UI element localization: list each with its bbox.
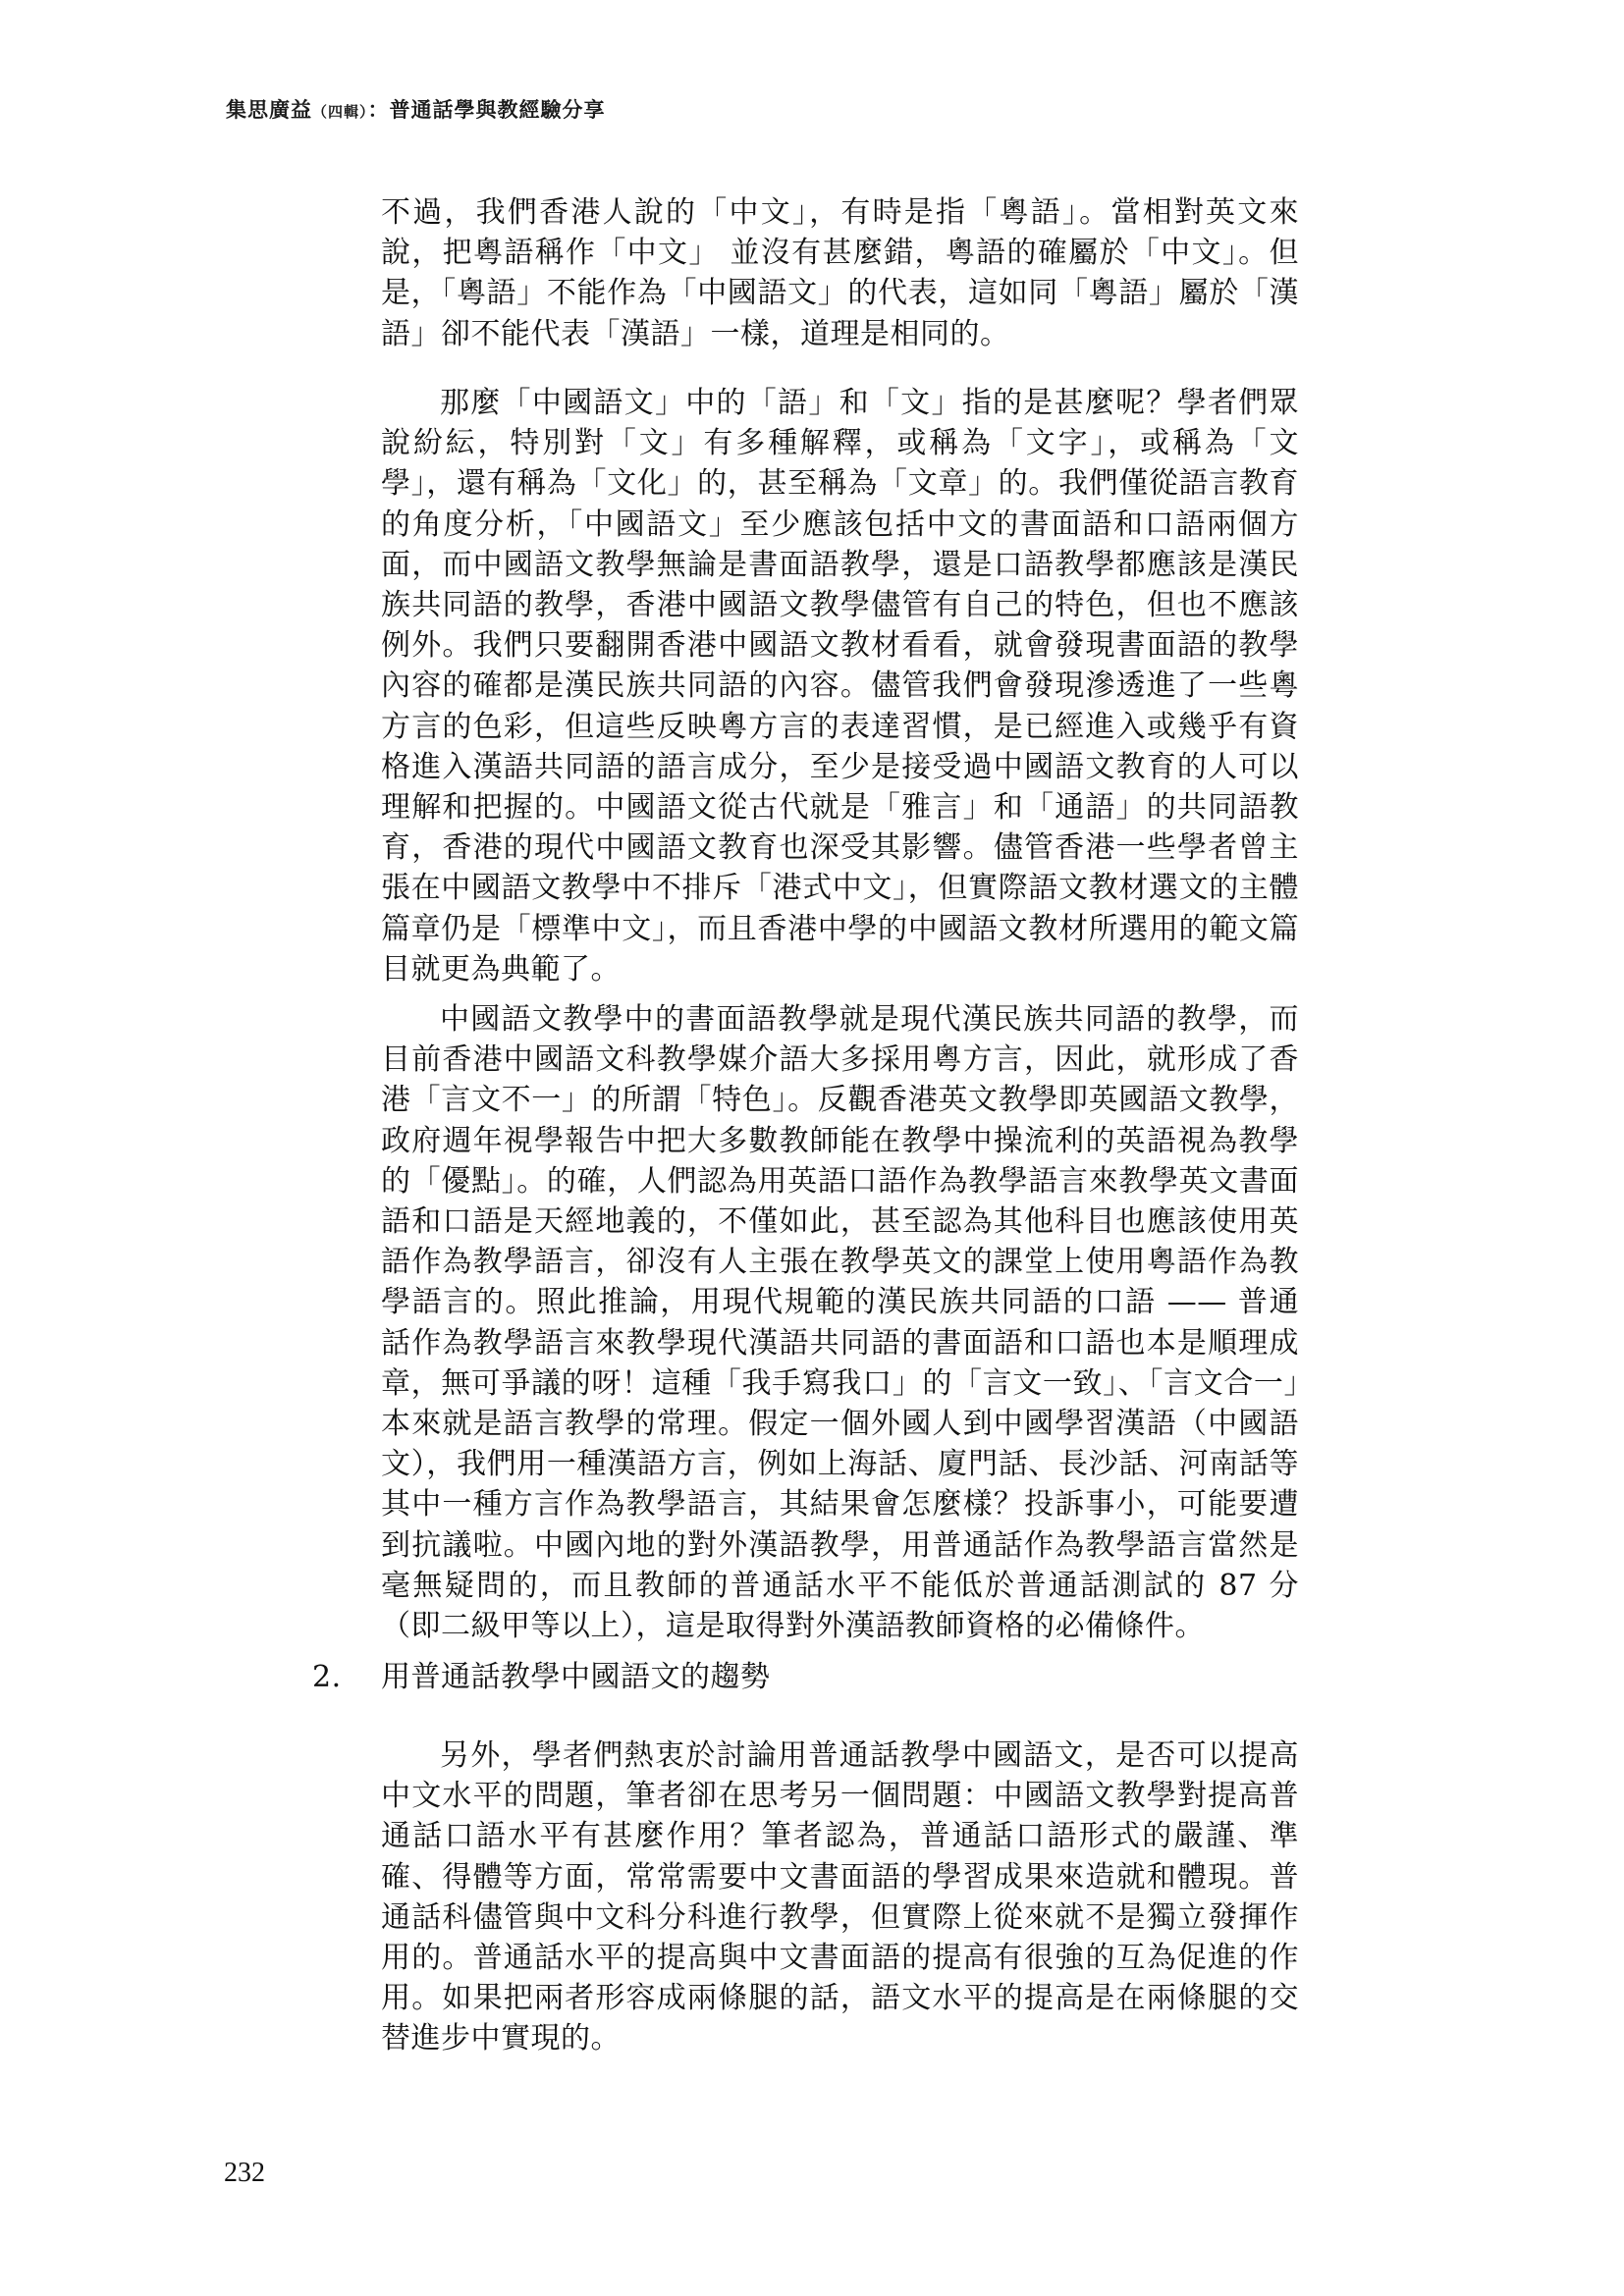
paragraph-4: 另外，學者們熱衷於討論用普通話教學中國語文，是否可以提高中文水平的問題，筆者卻在思考另一個問題：中國語文教學對提高普通話口語水平有甚麼作用？筆者認為，普通話口語形式的嚴謹、準確、得體等方面，常常需要中文書面語的學習成果來造就和體現。普通話科儘管與中文科分科進行教學，但實際上從來就不是獨立發揮作用的。普通話水平的提高與中文書面語的提高有很強的互為促進的作用。如果把兩者形容成兩條腿的話，語文水平的提高是在兩條腿的交替進步中實現的。 xyxy=(381,1738,1299,2056)
paragraph-2: 那麼「中國語文」中的「語」和「文」指的是甚麼呢？學者們眾說紛紜，特別對「文」有多種解釋，或稱為「文字」，或稱為「文學」，還有稱為「文化」的，甚至稱為「文章」的。我們僅從語言教育的角度分析，「中國語文」至少應該包括中文的書面語和口語兩個方面，而中國語文教學無論是書面語教學，還是口語教學都應該是漢民族共同語的教學，香港中國語文教學儘管有自己的特色，但也不應該例外。我們只要翻開香港中國語文教材看看，就會發現書面語的教學內容的確都是漢民族共同語的內容。儘管我們會發現滲透進了一些粵方言的色彩，但這些反映粵方言的表達習慣，是已經進入或幾乎有資格進入漢語共同語的語言成分，至少是接受過中國語文教育的人可以理解和把握的。中國語文從古代就是「雅言」和「通語」的共同語教育，香港的現代中國語文教育也深受其影響。儘管香港一些學者曾主張在中國語文教學中不排斥「港式中文」，但實際語文教材選文的主體篇章仍是「標準中文」，而且香港中學的中國語文教材所選用的範文篇目就更為典範了。 xyxy=(381,386,1299,987)
header-title-rest: ：普通話學與教經驗分享 xyxy=(367,98,606,122)
section-heading xyxy=(312,1657,771,1697)
paragraph-1: 不過，我們香港人說的「中文」，有時是指「粵語」。當相對英文來說，把粵語稱作「中文」 並沒有甚麼錯，粵語的確屬於「中文」。但是，「粵語」不能作為「中國語文」的代表，這如同「粵語」屬於「漢語」卻不能代表「漢語」一樣，道理是相同的。 xyxy=(381,195,1299,351)
paragraph-3: 中國語文教學中的書面語教學就是現代漢民族共同語的教學，而目前香港中國語文科教學媒介語大多採用粵方言，因此，就形成了香港「言文不一」的所謂「特色」。反觀香港英文教學即英國語文教學，政府週年視學報告中把大多數教師能在教學中操流利的英語視為教學的「優點」。的確，人們認為用英語口語作為教學語言來教學英文書面語和口語是天經地義的，不僅如此，甚至認為其他科目也應該使用英語作為教學語言，卻沒有人主張在教學英文的課堂上使用粵語作為教學語言的。照此推論，用現代規範的漢民族共同語的口語 —— 普通話作為教學語言來教學現代漢語共同語的書面語和口語也本是順理成章，無可爭議的呀！這種「我手寫我口」的「言文一致」、「言文合一」本來就是語言教學的常理。假定一個外國人到中國學習漢語（中國語文），我們用一種漢語方言，例如上海話、廈門話、長沙話、河南話等其中一種方言作為教學語言，其結果會怎麼樣？投訴事小，可能要遭到抗議啦。中國內地的對外漢語教學，用普通話作為教學語言當然是毫無疑問的，而且教師的普通話水平不能低於普通話測試的 87 分（即二級甲等以上），這是取得對外漢語教師資格的必備條件。 xyxy=(381,1002,1299,1644)
running-header xyxy=(226,94,606,124)
header-title-main: 集思廣益 xyxy=(226,98,312,122)
header-title-volume: （四輯） xyxy=(312,103,368,121)
section-number: 2. xyxy=(312,1660,342,1694)
page-number: 232 xyxy=(224,2158,265,2188)
section-title: 用普通話教學中國語文的趨勢 xyxy=(381,1660,771,1694)
